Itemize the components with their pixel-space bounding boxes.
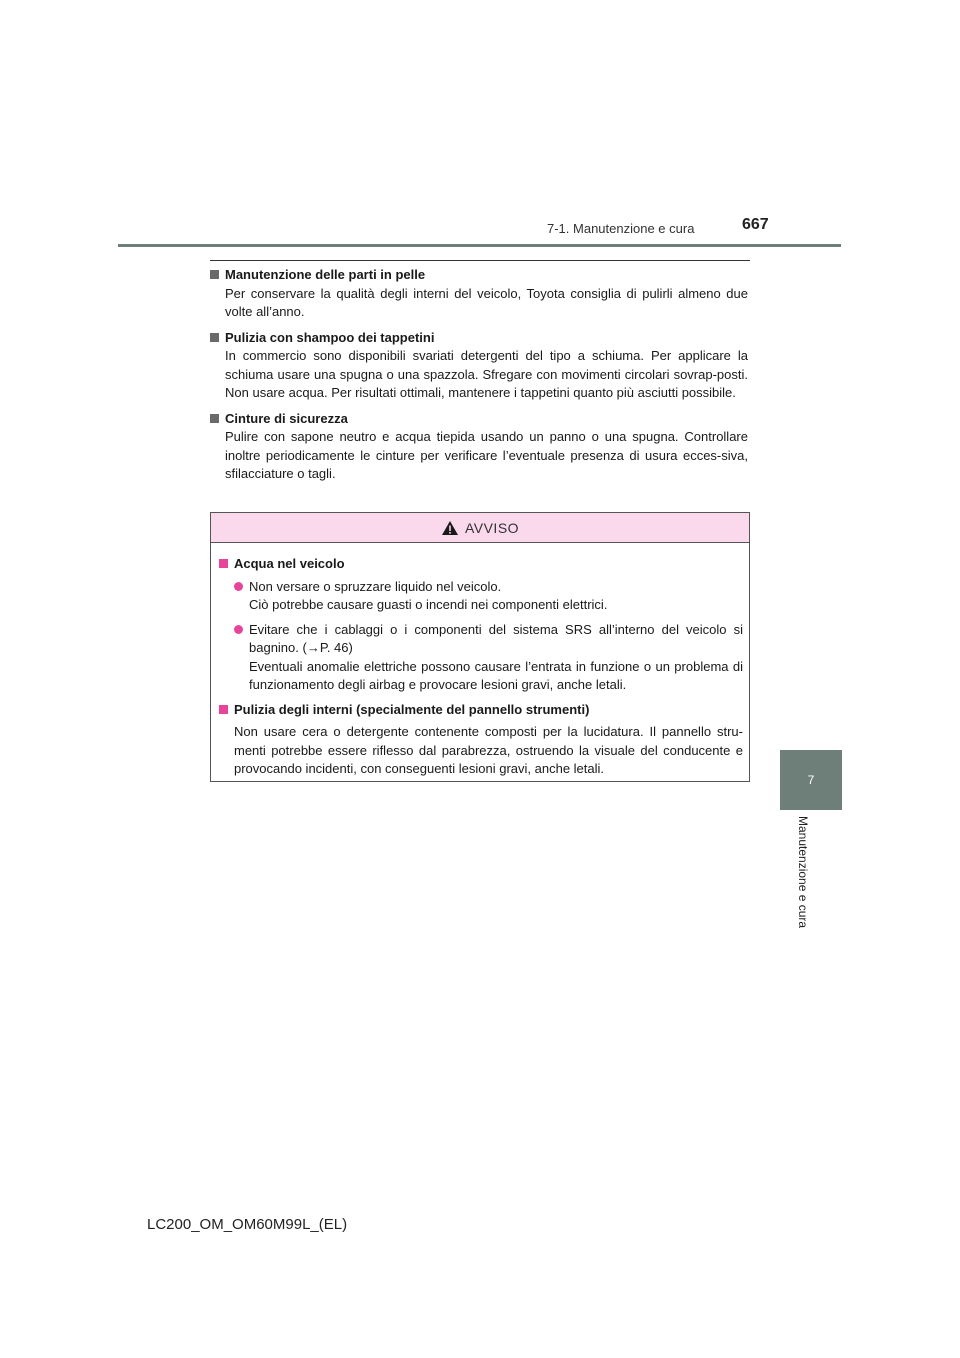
item-heading: Pulizia con shampoo dei tappetini bbox=[225, 329, 435, 345]
square-bullet-icon bbox=[210, 333, 219, 342]
bullet-line: Ciò potrebbe causare guasti o incendi nei componenti elettrici. bbox=[249, 597, 608, 612]
warning-body bbox=[211, 543, 749, 779]
bullet-line: Eventuali anomalie elettriche possono causare l’entrata in funzione o un problema di funzionamento degli airbag e provocare lesioni gravi, anche letali. bbox=[249, 658, 743, 692]
bullet-line: Evitare che i cablaggi o i componenti del sistema SRS all’interno del veicolo si bagnino. (→P. 46) bbox=[249, 621, 743, 655]
warning-triangle-icon bbox=[441, 520, 459, 536]
item-body: Pulire con sapone neutro e acqua tiepida usando un panno o una spugna. Controllare inoltre periodicamente le cinture per verificare l’eventuale presenza di usura ecces-siva, sfilacciature o tagli. bbox=[225, 429, 748, 481]
circle-bullet-icon bbox=[234, 625, 243, 634]
warning-bullet bbox=[234, 621, 743, 695]
warning-section-body: Non usare cera o detergente contenente composti per la lucidatura. Il pannello stru-menti potrebbe essere riflesso dal parabrezza, ostruendo la visuale del conducente e provocando incidenti, con conseguenti lesioni gravi, anche letali. bbox=[234, 724, 743, 776]
warning-box bbox=[210, 512, 750, 782]
square-bullet-icon bbox=[219, 705, 228, 714]
square-bullet-icon bbox=[210, 270, 219, 279]
circle-bullet-icon bbox=[234, 582, 243, 591]
item-body: In commercio sono disponibili svariati detergenti del tipo a schiuma. Per applicare la schiuma usare una spugna o una spazzola. Sfregare con movimenti circolari sovrap-posti. Non usare acqua. Per risultati ottimali, mantenere i tappetini quanto più asciutti possibile. bbox=[225, 348, 748, 400]
section-title: 7-1. Manutenzione e cura bbox=[547, 221, 695, 236]
content-item-carpets bbox=[210, 329, 748, 403]
content-divider bbox=[210, 260, 750, 261]
content-item-seatbelts bbox=[210, 410, 748, 484]
square-bullet-icon bbox=[210, 414, 219, 423]
bullet-line: Non versare o spruzzare liquido nel veicolo. bbox=[249, 578, 502, 594]
warning-section-heading: Acqua nel veicolo bbox=[234, 556, 345, 571]
warning-bullet bbox=[234, 578, 743, 615]
warning-title: AVVISO bbox=[464, 519, 520, 536]
chapter-tab bbox=[780, 750, 842, 810]
header-divider bbox=[118, 244, 841, 247]
chapter-number: 7 bbox=[807, 773, 815, 787]
content-item-leather bbox=[210, 266, 748, 322]
square-bullet-icon bbox=[219, 559, 228, 568]
footer-code: LC200_OM_OM60M99L_(EL) bbox=[147, 1216, 348, 1233]
page-number: 667 bbox=[742, 216, 769, 233]
warning-header bbox=[211, 513, 749, 543]
main-content bbox=[210, 266, 748, 491]
item-body: Per conservare la qualità degli interni del veicolo, Toyota consiglia di pulirli almeno due volte all’anno. bbox=[225, 285, 748, 319]
warning-section-heading: Pulizia degli interni (specialmente del pannello strumenti) bbox=[234, 701, 590, 717]
item-heading: Manutenzione delle parti in pelle bbox=[225, 267, 426, 282]
item-heading: Cinture di sicurezza bbox=[225, 410, 348, 426]
chapter-label: Manutenzione e cura bbox=[796, 816, 810, 929]
